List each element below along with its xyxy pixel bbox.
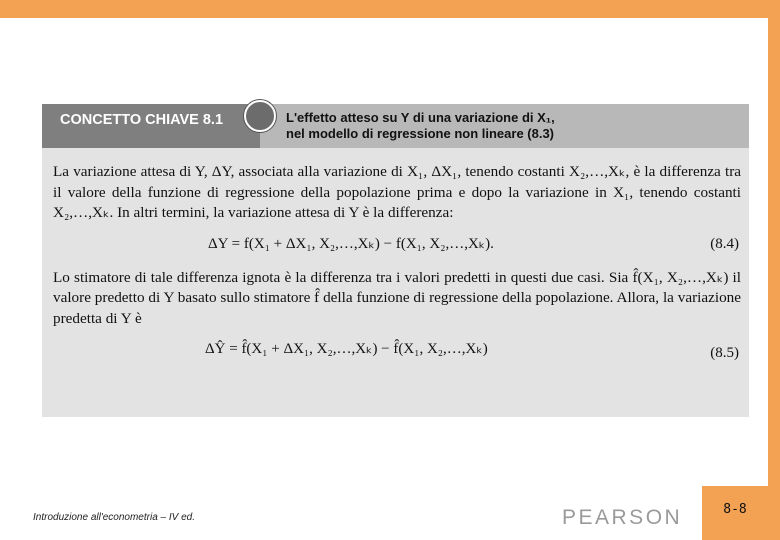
equation-8-4-number: (8.4) <box>710 235 739 252</box>
page-number: 8-8 <box>723 502 747 517</box>
equation-8-5: ΔŶ = f̂(X₁ + ΔX₁, X₂,…,Xₖ) − f̂(X₁, X₂,…,Xₖ) <box>205 341 488 357</box>
concept-title-line2: nel modello di regressione non lineare (8.3) <box>286 126 555 141</box>
circle-icon <box>244 100 276 132</box>
equation-8-5-number: (8.5) <box>710 345 739 361</box>
publisher-logo: PEARSON <box>562 506 683 529</box>
concept-title-line1: L'effetto atteso su Y di una variazione di X₁, <box>286 110 555 125</box>
page-number-box <box>702 486 768 540</box>
equation-8-5-row <box>53 333 741 363</box>
paragraph-estimator: Lo stimatore di tale differenza ignota è la differenza tra i valori predetti in questi due casi. Sia f̂(X₁, X₂,…,Xₖ) il valore predetto di Y basato sullo stimatore f̂ della funzione di regressione della popolazione. Allora, la variazione predetta di Y è <box>53 268 741 327</box>
equation-8-4-row <box>53 230 741 260</box>
concept-body <box>53 162 741 363</box>
paragraph-expected-change: La variazione attesa di Y, ΔY, associata alla variazione di X₁, ΔX₁, tenendo costanti X₂,…,Xₖ, è la differenza tra il valore della funzione di regressione della popolazione prima e dopo la variazione in X₁, tenendo costanti X₂,…,Xₖ. In altri termini, la variazione attesa di Y è la differenza: <box>53 163 741 221</box>
top-border <box>0 0 780 18</box>
concept-tab <box>42 104 260 148</box>
concept-title <box>286 110 726 142</box>
key-concept-header <box>42 104 749 148</box>
key-concept-box <box>42 104 749 417</box>
book-title: Introduzione all'econometria – IV ed. <box>33 512 196 523</box>
equation-8-4: ΔY = f(X₁ + ΔX₁, X₂,…,Xₖ) − f(X₁, X₂,…,Xₖ). <box>208 235 494 252</box>
concept-label: CONCETTO CHIAVE 8.1 <box>60 112 224 128</box>
right-border <box>768 0 780 540</box>
